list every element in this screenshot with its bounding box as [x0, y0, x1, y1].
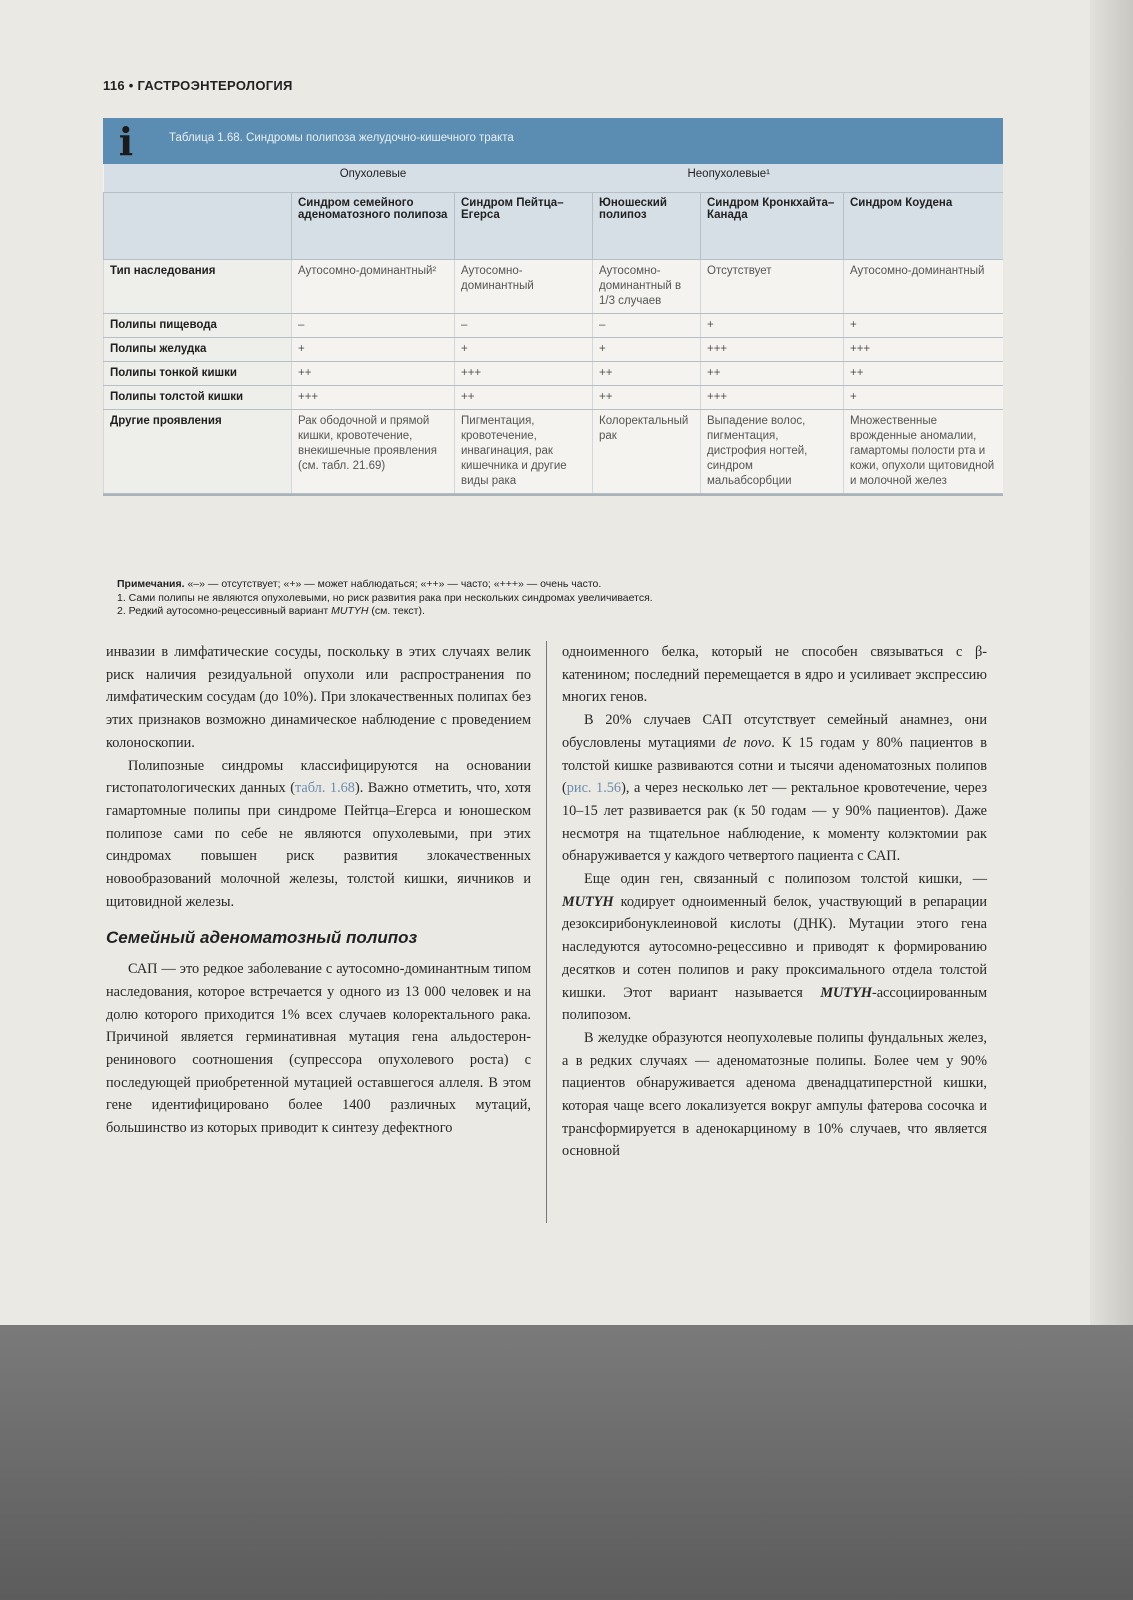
table-cell: Рак ободочной и прямой кишки, кровотечение, внекишечные проявления (см. табл. 21.69)	[292, 410, 455, 494]
table-cell: +	[455, 338, 593, 362]
table-cell: Аутосомно-доминантный²	[292, 260, 455, 314]
note-2-post: (см. текст).	[368, 605, 425, 617]
row-header: Полипы тонкой кишки	[104, 362, 292, 386]
paragraph: В желудке образуются неопухолевые полипы фундальных желез, а в редких случаях — аденоматозные полипы. Более чем у 90% пациентов обнаруживается аденома двенадцатиперстной кишки, которая чаще всего локализуется вокруг ампулы фатерова сосочка и трансформируется в аденокарциному в 10% случаев, что является основной	[562, 1029, 987, 1160]
table-row	[104, 362, 1004, 386]
syndromes-table	[103, 118, 1003, 496]
text-run: Полипозные синдромы классифицируются на основании гистопатологических данных (	[106, 757, 531, 797]
table-caption-bar	[103, 118, 1003, 164]
paragraph: САП — это редкое заболевание с аутосомно-доминантным типом наследования, которое встречается у одного из 13 000 человек и на долю которого приходится 1% всех случаев колоректального рака. Причиной является герминативная мутация гена альдостерон-ренинового соотношения (супрессора опухолевого роста) с последующей приобретенной мутацией оставшегося аллеля. В этом гене идентифицировано более 1400 различных мутаций, большинство из которых приводит к синтезу дефектного	[106, 961, 531, 1137]
table-row	[104, 410, 1004, 494]
table-cell: +	[292, 338, 455, 362]
table-cell: Аутосомно-доминантный в 1/3 случаев	[593, 260, 701, 314]
text-run: Еще один ген, связанный с полипозом толстой кишки, —	[584, 871, 987, 888]
table-corner	[104, 193, 292, 260]
notes-legend-text: «–» — отсутствует; «+» — может наблюдаться; «++» — часто; «+++» — очень часто.	[184, 578, 602, 590]
section-heading: Семейный аденоматозный полипоз	[106, 928, 418, 948]
table-cell: +	[593, 338, 701, 362]
paragraph	[106, 755, 531, 914]
table-cell: +	[701, 314, 844, 338]
text-run: кодирует одноименный белок, участвующий в репарации дезоксирибонуклеиновой кислоты (ДНК). Мутации этого гена наследуются аутосомно-рецессивно и приводят к формированию десятков и сотен полипов и раку проксимального отдела толстой кишки. Этот вариант называется	[562, 893, 987, 1001]
column-divider	[546, 641, 547, 1223]
row-header: Тип наследования	[104, 260, 292, 314]
table-cell: Выпадение волос, пигментация, дистрофия ногтей, синдром мальабсорбции	[701, 410, 844, 494]
table-reference-link[interactable]: табл. 1.68	[295, 780, 355, 797]
text-run: -ассоциированным полипозом.	[562, 984, 987, 1024]
table-cell: ++	[593, 386, 701, 410]
table-caption: Таблица 1.68. Синдромы полипоза желудочно-кишечного тракта	[169, 132, 514, 144]
gene-name: MUTYH	[820, 984, 872, 1001]
table-corner	[104, 164, 292, 193]
table-cell: ++	[844, 362, 1004, 386]
table-cell: +++	[844, 338, 1004, 362]
table-cell: +	[844, 314, 1004, 338]
table-cell: +	[844, 386, 1004, 410]
table-cell: ++	[455, 386, 593, 410]
table-cell: +++	[292, 386, 455, 410]
column-header: Синдром Пейтца–Егерса	[455, 193, 593, 260]
text-run: ). Важно отметить, что, хотя гамартомные полипы при синдроме Пейтца–Егерса и юношеском полипозе сами по себе не являются опухолевыми, при этих синдромах повышен риск развития злокачественных новообразований молочной железы, толстой кишки, яичников и щитовидной железы.	[106, 780, 531, 910]
table-row	[104, 386, 1004, 410]
table-cell: ++	[292, 362, 455, 386]
table-cell: ++	[593, 362, 701, 386]
table-grid	[103, 164, 1003, 494]
note-1: 1. Сами полипы не являются опухолевыми, но риск развития рака при нескольких синдромах увеличивается.	[117, 591, 653, 604]
note-2	[117, 605, 977, 619]
gene-name: MUTYH	[562, 893, 614, 910]
notes-label: Примечания.	[117, 578, 185, 590]
paragraph	[562, 868, 987, 1027]
note-2-gene: MUTYH	[331, 605, 369, 617]
table-cell: –	[455, 314, 593, 338]
scanner-background	[0, 1325, 1133, 1600]
notes-legend	[117, 578, 977, 592]
column-header: Синдром семейного аденоматозного полипоза	[292, 193, 455, 260]
table-cell: +++	[701, 386, 844, 410]
group-header-tumor: Опухолевые	[292, 164, 455, 193]
table-cell: Множественные врожденные аномалии, гамартомы полости рта и кожи, опухоли щитовидной и молочной желез	[844, 410, 1004, 494]
italic-term: de novo	[722, 734, 772, 751]
text-run: . К 15 годам у 80% пациентов в толстой кишке развиваются сотни и тысячи аденоматозных полипов (	[562, 734, 987, 797]
paragraph	[562, 709, 987, 868]
group-header-nontumor: Неопухолевые¹	[455, 164, 1004, 193]
column-header: Синдром Коудена	[844, 193, 1004, 260]
table-cell: –	[292, 314, 455, 338]
table-cell: Пигментация, кровотечение, инвагинация, рак кишечника и другие виды рака	[455, 410, 593, 494]
table-cell: Колоректальный рак	[593, 410, 701, 494]
note-2-pre: 2. Редкий аутосомно-рецессивный вариант	[117, 605, 332, 617]
row-header: Полипы пищевода	[104, 314, 292, 338]
table-cell: –	[593, 314, 701, 338]
column-header: Синдром Кронкхайта–Канада	[701, 193, 844, 260]
table-cell: Отсутствует	[701, 260, 844, 314]
paragraph: одноименного белка, который не способен связываться с β-катенином; последний перемещается в ядро и усиливает экспрессию многих генов.	[562, 644, 987, 706]
info-icon: i	[118, 119, 134, 164]
figure-reference-link[interactable]: рис. 1.56	[566, 780, 622, 797]
table-cell: ++	[701, 362, 844, 386]
left-column	[106, 641, 531, 1140]
table-cell: Аутосомно-доминантный	[844, 260, 1004, 314]
column-header: Юношеский полипоз	[593, 193, 701, 260]
text-run: ), а через несколько лет — ректальное кровотечение, через 10–15 лет развивается рак (к 50 годам — у 90% пациентов). Даже несмотря на тщательное наблюдение, к моменту колэктомии рак обнаруживается у каждого четвертого пациента с САП.	[562, 780, 987, 865]
row-header: Полипы толстой кишки	[104, 386, 292, 410]
right-column	[562, 641, 987, 1163]
row-header: Полипы желудка	[104, 338, 292, 362]
table-cell: Аутосомно-доминантный	[455, 260, 593, 314]
page-edge-shadow	[1090, 0, 1133, 1325]
table-cell: +++	[455, 362, 593, 386]
running-head: 116 • ГАСТРОЭНТЕРОЛОГИЯ	[103, 78, 293, 93]
row-header: Другие проявления	[104, 410, 292, 494]
paragraph: инвазии в лимфатические сосуды, поскольку в этих случаях велик риск наличия резидуальной опухоли или распространения по лимфатическим сосудам (до 10%). При злокачественных полипах без этих признаков возможно динамическое наблюдение с проведением колоноскопии.	[106, 644, 531, 751]
table-notes	[117, 578, 977, 619]
text-run: В 20% случаев САП отсутствует семейный анамнез, они обусловлены мутациями	[562, 712, 987, 751]
table-row	[104, 260, 1004, 314]
table-cell: +++	[701, 338, 844, 362]
table-row	[104, 338, 1004, 362]
table-row	[104, 314, 1004, 338]
